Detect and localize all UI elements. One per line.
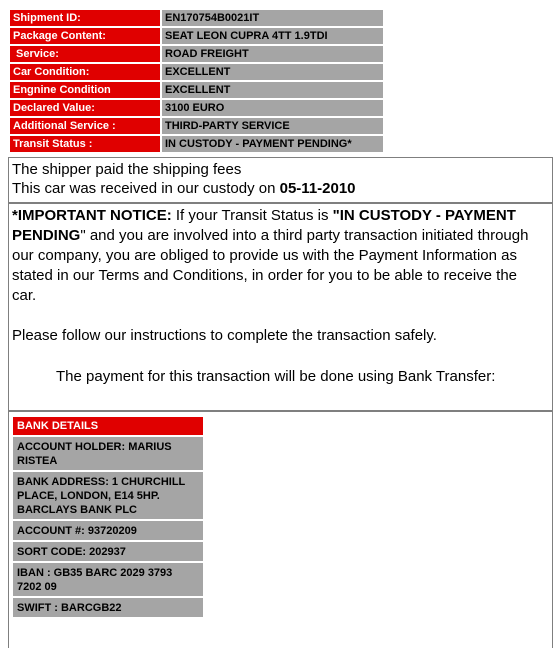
additional-service-label: Additional Service : <box>10 118 160 134</box>
package-content-label: Package Content: <box>10 28 160 44</box>
notice-follow-instructions: Please follow our instructions to complete the transaction safely. <box>12 327 437 344</box>
table-row <box>10 64 383 80</box>
custody-received-text <box>12 179 356 199</box>
engine-condition-label: Engnine Condition <box>10 82 160 98</box>
fees-box <box>8 157 553 203</box>
bank-address: BANK ADDRESS: 1 CHURCHILL PLACE, LONDON, E14 5HP. BARCLAYS BANK PLC <box>13 472 203 519</box>
iban: IBAN : GB35 BARC 2029 3793 7202 09 <box>13 563 203 596</box>
custody-received-prefix: This car was received in our custody on <box>12 180 280 197</box>
declared-value-label: Declared Value: <box>10 100 160 116</box>
additional-service-value: THIRD-PARTY SERVICE <box>162 118 383 134</box>
transit-status-label: Transit Status : <box>10 136 160 152</box>
table-row <box>10 136 383 152</box>
notice-heading: *IMPORTANT NOTICE: <box>12 207 172 224</box>
swift-code: SWIFT : BARCGB22 <box>13 598 203 617</box>
table-row <box>10 10 383 26</box>
bank-details-header: BANK DETAILS <box>13 417 203 435</box>
notice-text-2: " and you are involved into a third party transaction initiated through our company, you are obliged to provide us with the Payment Information as stated in our Terms and Conditions, in order for you to be able to receive the car. <box>12 227 529 304</box>
important-notice-text <box>12 206 544 306</box>
package-content-value: SEAT LEON CUPRA 4TT 1.9TDI <box>162 28 383 44</box>
table-row <box>10 46 383 62</box>
table-row <box>10 100 383 116</box>
bank-details-box <box>8 411 553 648</box>
custody-date: 05-11-2010 <box>279 180 356 197</box>
transit-status-value: IN CUSTODY - PAYMENT PENDING* <box>162 136 383 152</box>
shipment-id-value: EN170754B0021IT <box>162 10 383 26</box>
notice-text-1: If your Transit Status is <box>171 207 333 224</box>
important-notice-box <box>8 203 553 411</box>
sort-code: SORT CODE: 202937 <box>13 542 203 561</box>
engine-condition-value: EXCELLENT <box>162 82 383 98</box>
table-row <box>10 28 383 44</box>
table-row <box>10 118 383 134</box>
notice-payment-method: The payment for this transaction will be done using Bank Transfer: <box>56 368 496 385</box>
account-holder: ACCOUNT HOLDER: MARIUS RISTEA <box>13 437 203 470</box>
car-condition-label: Car Condition: <box>10 64 160 80</box>
account-number: ACCOUNT #: 93720209 <box>13 521 203 540</box>
bank-details-list <box>13 417 203 619</box>
notice-status: "IN CUSTODY - PAYMENT PENDING <box>12 207 516 244</box>
car-condition-value: EXCELLENT <box>162 64 383 80</box>
table-row <box>10 82 383 98</box>
service-label: Service: <box>10 46 160 62</box>
service-value: ROAD FREIGHT <box>162 46 383 62</box>
fees-paid-text: The shipper paid the shipping fees <box>12 161 242 178</box>
declared-value-value: 3100 EURO <box>162 100 383 116</box>
shipment-id-label: Shipment ID: <box>10 10 160 26</box>
shipment-info-table <box>8 8 385 154</box>
